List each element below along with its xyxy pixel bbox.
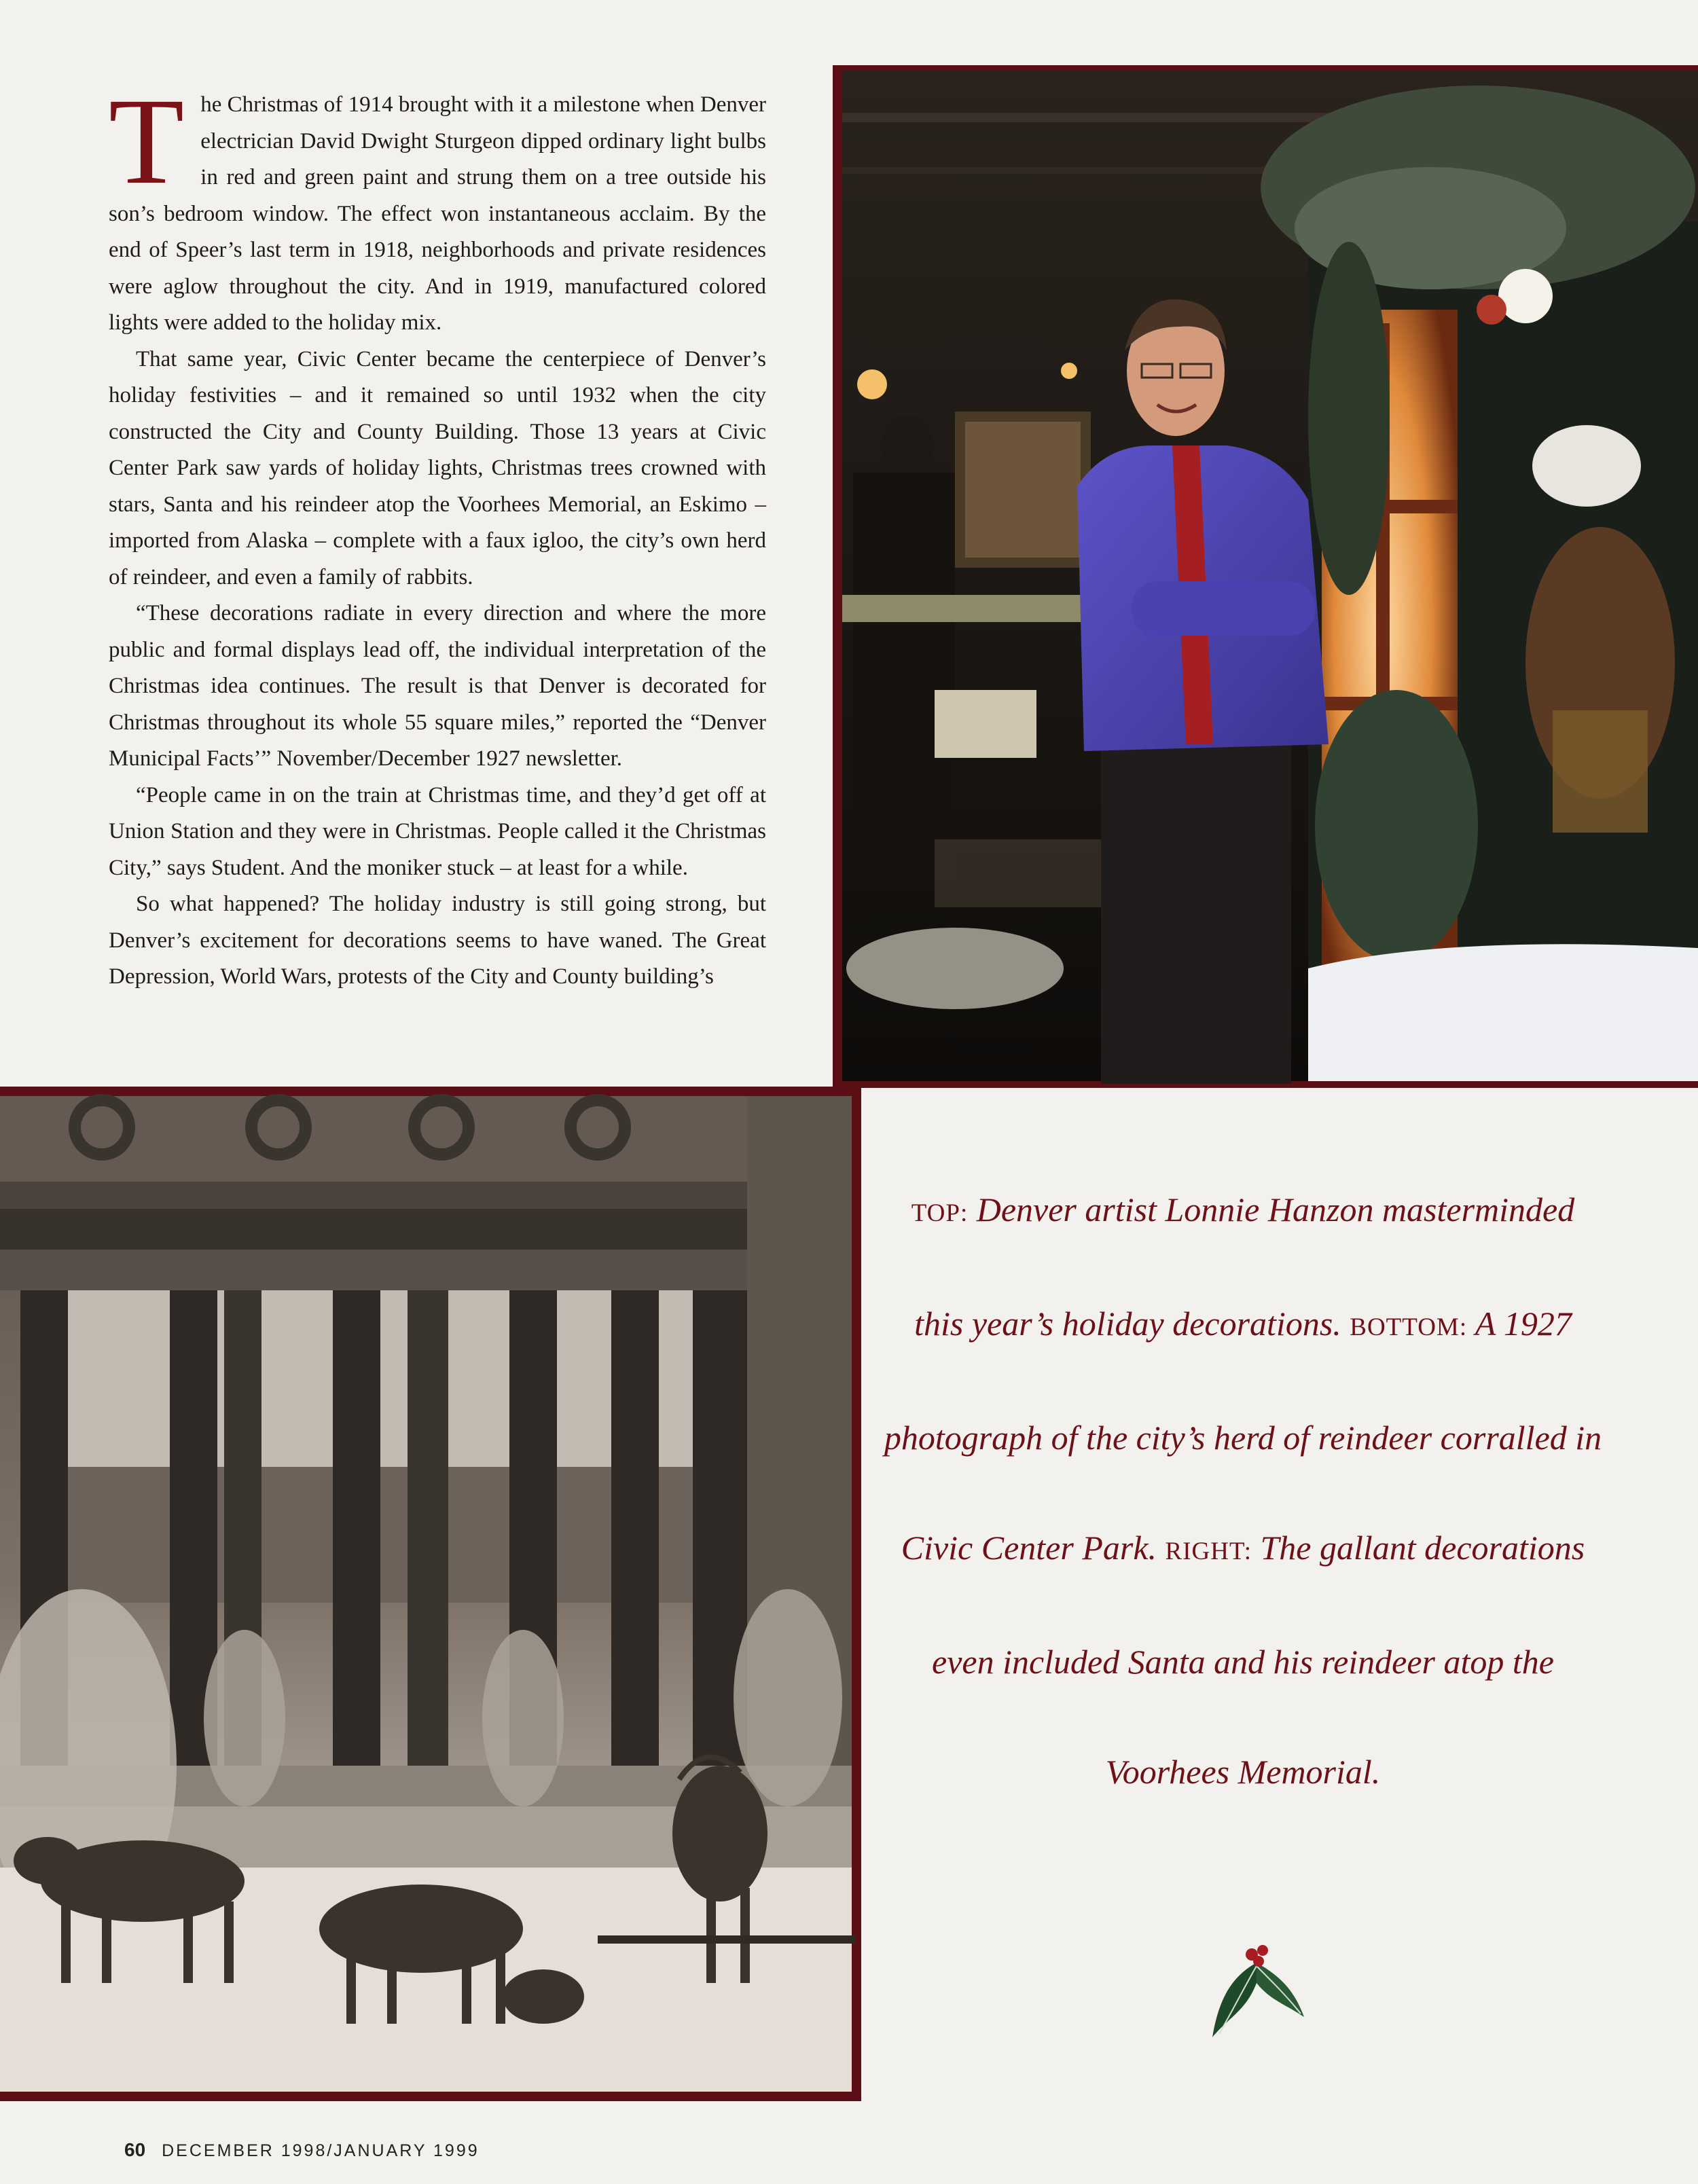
caption-label-bottom: BOTTOM: — [1350, 1313, 1468, 1341]
photo-caption — [883, 1154, 1603, 1827]
article-body — [109, 73, 766, 996]
holly-icon — [1206, 1935, 1307, 2044]
issue-date: DECEMBER 1998/JANUARY 1999 — [162, 2141, 480, 2160]
caption-text-bottom: A 1927 photograph of the city’s herd of reindeer corralled in Civic Center Park. — [884, 1305, 1602, 1567]
page-number: 60 — [124, 2139, 146, 2160]
article-paragraph: The Christmas of 1914 brought with it a milestone when Denver electrician David Dwight Sturgeon dipped ordinary light bulbs in red and green paint and strung them on a tree outside his son’s bedroom window. The effect won instantaneous acclaim. By the end of Speer’s last term in 1918, neighborhoods and private residences were aglow throughout the city. And in 1919, manufactured colored lights were added to the holiday mix. — [109, 73, 766, 335]
reindeer-photo-illustration — [0, 1087, 861, 2101]
caption-text-right: The gallant decorations even included Santa and his reindeer atop the Voorhees Memorial. — [932, 1529, 1585, 1791]
article-paragraph: That same year, Civic Center became the centerpiece of Denver’s holiday festivities – and it remained so until 1932 when the city constructed the City and County Building. Those 13 years at Civic Center Park saw yards of holiday lights, Christmas trees crowned with stars, Santa and his reindeer atop the Voorhees Memorial, an Eskimo – imported from Alaska – complete with a faux igloo, the city’s own herd of reindeer, and even a family of rabbits. — [109, 346, 766, 589]
artist-photo-illustration — [833, 65, 1698, 1088]
drop-cap: T — [109, 73, 185, 210]
caption-label-top: TOP: — [911, 1199, 969, 1227]
caption-label-right: RIGHT: — [1165, 1537, 1252, 1565]
article-paragraph: So what happened? The holiday industry is still going strong, but Denver’s excitement for decorations seems to have waned. The Great Depression, World Wars, protests of the City and County building’s — [109, 892, 766, 989]
article-paragraph: “These decorations radiate in every direction and where the more public and formal displays lead off, the individual interpretation of the Christmas idea continues. The result is that Denver is decorated for Christmas throughout its whole 55 square miles,” reported the “Denver Municipal Facts’” November/December 1927 newsletter. — [109, 601, 766, 771]
article-paragraph: “People came in on the train at Christmas time, and they’d get off at Union Station and they were in Christmas. People called it the Christmas City,” says Student. And the moniker stuck – at least for a while. — [109, 782, 766, 880]
photo-1927-reindeer — [0, 1087, 861, 2101]
caption-text-top: Denver artist Lonnie Hanzon masterminded this year’s holiday decorations. — [914, 1190, 1575, 1343]
page-footer — [124, 2139, 480, 2161]
photo-artist-workshop — [833, 65, 1698, 1088]
